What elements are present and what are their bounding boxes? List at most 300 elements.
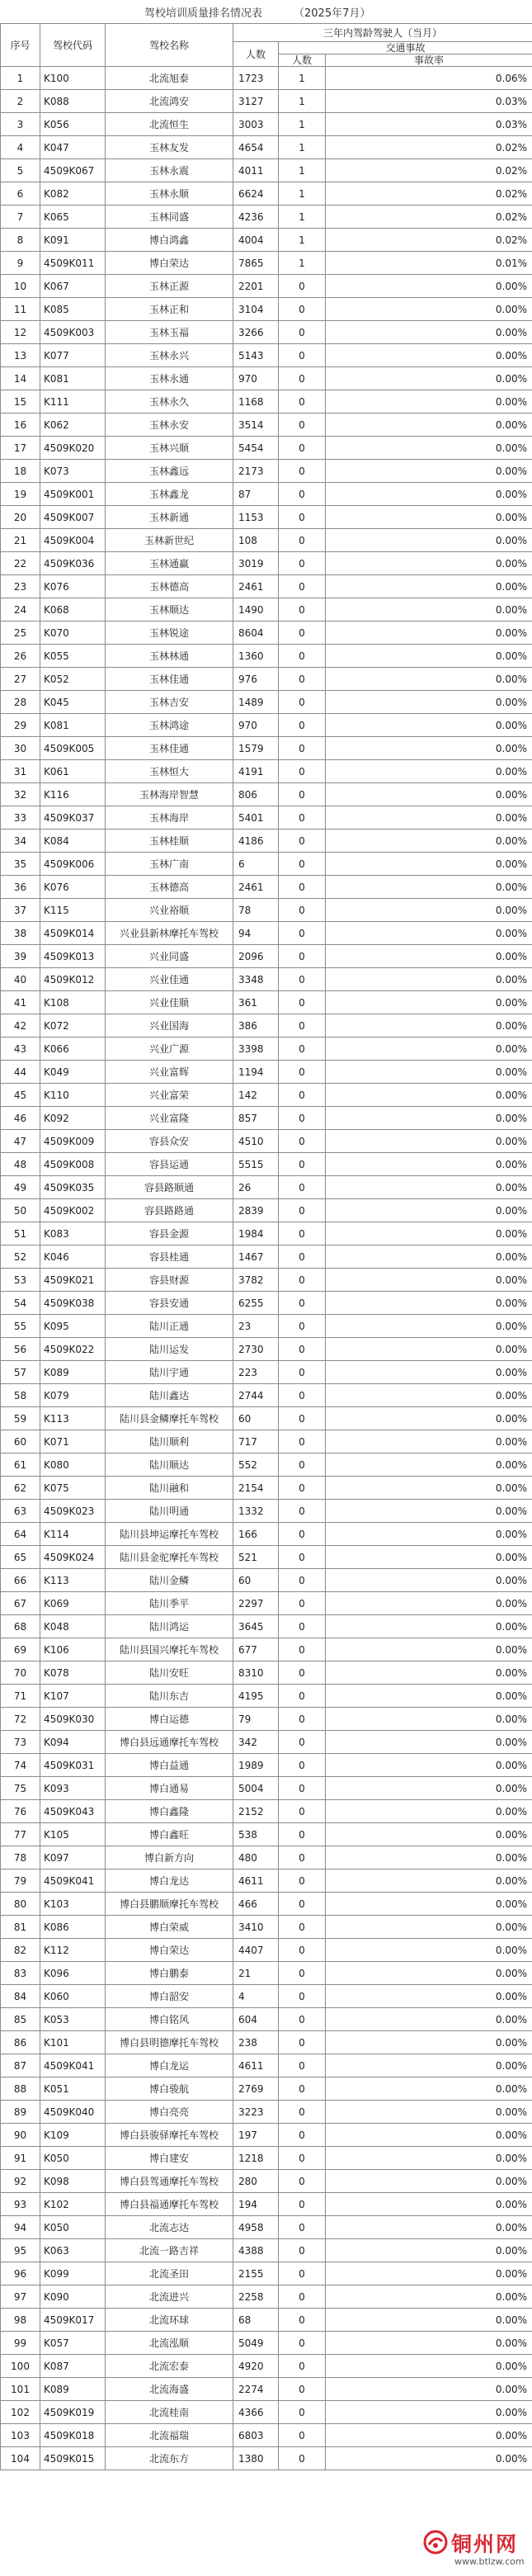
row-accident-count: 1 <box>279 229 326 252</box>
row-name: 容县路顺通 <box>106 1176 233 1199</box>
row-index: 8 <box>1 229 40 252</box>
row-driver-count: 4 <box>233 1985 279 2008</box>
row-accident-count: 0 <box>279 2309 326 2332</box>
row-driver-count: 466 <box>233 1893 279 1916</box>
row-driver-count: 1989 <box>233 1754 279 1777</box>
row-accident-rate: 0.00% <box>326 1916 532 1939</box>
row-code: K048 <box>40 1615 106 1638</box>
row-index: 83 <box>1 1962 40 1985</box>
row-driver-count: 1579 <box>233 737 279 760</box>
row-index: 78 <box>1 1846 40 1869</box>
header-accident-rate: 事故率 <box>326 54 532 67</box>
row-driver-count: 480 <box>233 1846 279 1869</box>
row-accident-count: 0 <box>279 2285 326 2309</box>
row-index: 90 <box>1 2124 40 2147</box>
row-accident-rate: 0.00% <box>326 1292 532 1315</box>
table-row <box>1 2285 532 2309</box>
row-index: 68 <box>1 1615 40 1638</box>
row-accident-rate: 0.00% <box>326 1777 532 1800</box>
row-driver-count: 5004 <box>233 1777 279 1800</box>
row-code: K103 <box>40 1893 106 1916</box>
row-driver-count: 976 <box>233 668 279 691</box>
table-title: 驾校培训质量排名情况表 <box>144 7 263 20</box>
row-code: K112 <box>40 1939 106 1962</box>
row-accident-rate: 0.00% <box>326 1985 532 2008</box>
row-code: K089 <box>40 2378 106 2401</box>
row-accident-rate: 0.00% <box>326 1500 532 1523</box>
row-accident-rate: 0.00% <box>326 1962 532 1985</box>
row-accident-count: 0 <box>279 922 326 945</box>
table-row <box>1 1107 532 1130</box>
row-index: 2 <box>1 90 40 113</box>
row-accident-rate: 0.00% <box>326 529 532 552</box>
row-name: 兴业同盛 <box>106 945 233 968</box>
watermark-url: www.btlzw.com <box>454 2556 525 2567</box>
row-accident-rate: 0.00% <box>326 1153 532 1176</box>
row-index: 37 <box>1 899 40 922</box>
site-logo-icon <box>423 2530 448 2555</box>
row-code: 4509K035 <box>40 1176 106 1199</box>
row-code: 4509K040 <box>40 2101 106 2124</box>
row-accident-rate: 0.00% <box>326 460 532 483</box>
row-accident-rate: 0.00% <box>326 2401 532 2424</box>
row-name: 玉林玉福 <box>106 321 233 344</box>
row-accident-rate: 0.00% <box>326 2355 532 2378</box>
row-accident-count: 0 <box>279 853 326 876</box>
row-driver-count: 3019 <box>233 552 279 575</box>
row-driver-count: 1360 <box>233 645 279 668</box>
row-code: K093 <box>40 1777 106 1800</box>
row-driver-count: 6624 <box>233 182 279 206</box>
row-index: 92 <box>1 2170 40 2193</box>
table-row <box>1 1037 532 1061</box>
row-code: K098 <box>40 2170 106 2193</box>
table-row <box>1 714 532 737</box>
row-driver-count: 552 <box>233 1453 279 1477</box>
row-code: K050 <box>40 2216 106 2239</box>
row-driver-count: 604 <box>233 2008 279 2031</box>
row-code: 4509K031 <box>40 1754 106 1777</box>
row-driver-count: 2769 <box>233 2077 279 2101</box>
row-index: 84 <box>1 1985 40 2008</box>
row-name: 兴业广源 <box>106 1037 233 1061</box>
row-code: K115 <box>40 899 106 922</box>
row-driver-count: 3398 <box>233 1037 279 1061</box>
row-name: 北流海盛 <box>106 2378 233 2401</box>
row-name: 陆川顺利 <box>106 1430 233 1453</box>
row-accident-count: 0 <box>279 968 326 991</box>
table-row <box>1 575 532 598</box>
row-index: 46 <box>1 1107 40 1130</box>
row-driver-count: 3514 <box>233 414 279 437</box>
row-name: 陆川明通 <box>106 1500 233 1523</box>
row-accident-count: 0 <box>279 2378 326 2401</box>
row-code: K075 <box>40 1477 106 1500</box>
row-accident-count: 0 <box>279 1130 326 1153</box>
row-accident-count: 0 <box>279 1823 326 1846</box>
row-index: 12 <box>1 321 40 344</box>
row-accident-count: 0 <box>279 1523 326 1546</box>
table-row <box>1 2101 532 2124</box>
row-accident-count: 0 <box>279 1500 326 1523</box>
table-row <box>1 1453 532 1477</box>
table-row <box>1 321 532 344</box>
row-index: 26 <box>1 645 40 668</box>
row-driver-count: 521 <box>233 1546 279 1569</box>
row-accident-count: 1 <box>279 90 326 113</box>
row-code: K066 <box>40 1037 106 1061</box>
header-group: 三年内驾龄驾驶人（当月） <box>233 24 532 42</box>
table-row <box>1 968 532 991</box>
table-row <box>1 1430 532 1453</box>
row-index: 6 <box>1 182 40 206</box>
row-code: K091 <box>40 229 106 252</box>
row-name: 博白荣威 <box>106 1916 233 1939</box>
row-driver-count: 3410 <box>233 1916 279 1939</box>
row-code: K051 <box>40 2077 106 2101</box>
table-row <box>1 1638 532 1661</box>
table-row <box>1 90 532 113</box>
table-row <box>1 1846 532 1869</box>
row-name: 博白鸿鑫 <box>106 229 233 252</box>
row-driver-count: 21 <box>233 1962 279 1985</box>
row-code: K107 <box>40 1685 106 1708</box>
row-code: K071 <box>40 1430 106 1453</box>
row-accident-count: 0 <box>279 1592 326 1615</box>
row-name: 玉林锐途 <box>106 622 233 645</box>
row-code: K082 <box>40 182 106 206</box>
row-driver-count: 6803 <box>233 2424 279 2447</box>
row-name: 陆川季平 <box>106 1592 233 1615</box>
row-accident-rate: 0.00% <box>326 1731 532 1754</box>
row-accident-rate: 0.00% <box>326 2309 532 2332</box>
row-index: 67 <box>1 1592 40 1615</box>
row-accident-count: 0 <box>279 645 326 668</box>
row-accident-count: 0 <box>279 1269 326 1292</box>
row-name: 北流福瑞 <box>106 2424 233 2447</box>
row-accident-rate: 0.00% <box>326 1061 532 1084</box>
row-index: 62 <box>1 1477 40 1500</box>
row-name: 容县财源 <box>106 1269 233 1292</box>
row-index: 36 <box>1 876 40 899</box>
row-driver-count: 1489 <box>233 691 279 714</box>
table-row <box>1 922 532 945</box>
row-code: K116 <box>40 783 106 806</box>
row-driver-count: 3266 <box>233 321 279 344</box>
row-accident-count: 0 <box>279 2193 326 2216</box>
row-code: 4509K019 <box>40 2401 106 2424</box>
row-name: 博白县远通摩托车驾校 <box>106 1731 233 1754</box>
row-name: 北流旭泰 <box>106 67 233 90</box>
table-row <box>1 1869 532 1893</box>
row-code: K076 <box>40 575 106 598</box>
row-accident-count: 0 <box>279 1061 326 1084</box>
row-code: K088 <box>40 90 106 113</box>
row-code: K065 <box>40 206 106 229</box>
table-period: （2025年7月） <box>294 7 371 20</box>
row-accident-rate: 0.00% <box>326 2008 532 2031</box>
row-name: 玉林鑫龙 <box>106 483 233 506</box>
row-code: 4509K067 <box>40 159 106 182</box>
row-name: 博白县驾通摩托车驾校 <box>106 2170 233 2193</box>
row-code: K085 <box>40 298 106 321</box>
row-driver-count: 4004 <box>233 229 279 252</box>
row-accident-count: 0 <box>279 1199 326 1222</box>
row-name: 陆川县金鳞摩托车驾校 <box>106 1407 233 1430</box>
table-row <box>1 67 532 90</box>
row-code: 4509K015 <box>40 2447 106 2470</box>
row-driver-count: 5454 <box>233 437 279 460</box>
row-accident-count: 0 <box>279 2216 326 2239</box>
row-code: K055 <box>40 645 106 668</box>
row-accident-count: 0 <box>279 1037 326 1061</box>
row-accident-rate: 0.00% <box>326 2239 532 2262</box>
table-row <box>1 1823 532 1846</box>
table-row <box>1 2447 532 2470</box>
row-code: K087 <box>40 2355 106 2378</box>
row-accident-rate: 0.02% <box>326 159 532 182</box>
row-driver-count: 3104 <box>233 298 279 321</box>
row-driver-count: 1153 <box>233 506 279 529</box>
row-code: K052 <box>40 668 106 691</box>
row-accident-count: 0 <box>279 275 326 298</box>
row-name: 博白建安 <box>106 2147 233 2170</box>
row-index: 50 <box>1 1199 40 1222</box>
row-code: K100 <box>40 67 106 90</box>
row-index: 51 <box>1 1222 40 1245</box>
row-accident-count: 0 <box>279 298 326 321</box>
row-accident-rate: 0.00% <box>326 2054 532 2077</box>
table-row <box>1 1199 532 1222</box>
row-name: 玉林永震 <box>106 159 233 182</box>
row-index: 25 <box>1 622 40 645</box>
table-row <box>1 2147 532 2170</box>
row-code: 4509K004 <box>40 529 106 552</box>
row-accident-count: 0 <box>279 1962 326 1985</box>
table-row <box>1 113 532 136</box>
row-accident-rate: 0.00% <box>326 2101 532 2124</box>
row-name: 玉林鸿途 <box>106 714 233 737</box>
row-code: K079 <box>40 1384 106 1407</box>
row-accident-count: 0 <box>279 737 326 760</box>
row-driver-count: 6255 <box>233 1292 279 1315</box>
row-code: 4509K003 <box>40 321 106 344</box>
row-name: 博白亮亮 <box>106 2101 233 2124</box>
table-row <box>1 2378 532 2401</box>
row-index: 15 <box>1 390 40 414</box>
row-driver-count: 970 <box>233 714 279 737</box>
row-accident-count: 0 <box>279 437 326 460</box>
row-index: 44 <box>1 1061 40 1084</box>
row-index: 24 <box>1 598 40 622</box>
row-driver-count: 280 <box>233 2170 279 2193</box>
row-driver-count: 2173 <box>233 460 279 483</box>
table-row <box>1 2170 532 2193</box>
row-code: K062 <box>40 414 106 437</box>
row-name: 玉林新通 <box>106 506 233 529</box>
row-driver-count: 223 <box>233 1361 279 1384</box>
row-accident-count: 0 <box>279 622 326 645</box>
row-name: 博白龙运 <box>106 2054 233 2077</box>
row-code: 4509K041 <box>40 1869 106 1893</box>
row-name: 北流志达 <box>106 2216 233 2239</box>
row-name: 北流泓顺 <box>106 2332 233 2355</box>
row-accident-count: 1 <box>279 67 326 90</box>
row-accident-count: 1 <box>279 113 326 136</box>
row-accident-count: 0 <box>279 1107 326 1130</box>
row-accident-rate: 0.02% <box>326 229 532 252</box>
row-driver-count: 5401 <box>233 806 279 830</box>
row-accident-rate: 0.00% <box>326 1569 532 1592</box>
row-accident-rate: 0.00% <box>326 968 532 991</box>
row-accident-count: 0 <box>279 1176 326 1199</box>
table-row <box>1 2193 532 2216</box>
row-driver-count: 4186 <box>233 830 279 853</box>
table-row <box>1 1962 532 1985</box>
row-accident-rate: 0.00% <box>326 1130 532 1153</box>
row-name: 玉林新世纪 <box>106 529 233 552</box>
row-accident-count: 0 <box>279 390 326 414</box>
row-accident-rate: 0.00% <box>326 2378 532 2401</box>
row-driver-count: 2744 <box>233 1384 279 1407</box>
row-driver-count: 3782 <box>233 1269 279 1292</box>
row-accident-count: 0 <box>279 2031 326 2054</box>
row-index: 98 <box>1 2309 40 2332</box>
table-row <box>1 1939 532 1962</box>
table-row <box>1 2401 532 2424</box>
row-code: 4509K013 <box>40 945 106 968</box>
row-code: K111 <box>40 390 106 414</box>
row-accident-count: 0 <box>279 1361 326 1384</box>
table-row <box>1 1546 532 1569</box>
row-index: 76 <box>1 1800 40 1823</box>
row-accident-rate: 0.00% <box>326 298 532 321</box>
row-accident-rate: 0.02% <box>326 136 532 159</box>
row-accident-count: 0 <box>279 1685 326 1708</box>
row-accident-count: 0 <box>279 575 326 598</box>
row-code: K061 <box>40 760 106 783</box>
ranking-table <box>0 23 532 2470</box>
row-accident-count: 0 <box>279 668 326 691</box>
table-row <box>1 1153 532 1176</box>
row-accident-rate: 0.00% <box>326 344 532 367</box>
row-accident-rate: 0.00% <box>326 1269 532 1292</box>
row-code: K106 <box>40 1638 106 1661</box>
row-name: 博白铭风 <box>106 2008 233 2031</box>
row-accident-rate: 0.00% <box>326 2424 532 2447</box>
row-name: 玉林鑫远 <box>106 460 233 483</box>
row-accident-rate: 0.00% <box>326 783 532 806</box>
table-row <box>1 529 532 552</box>
table-row <box>1 229 532 252</box>
row-name: 博白县骏驿摩托车驾校 <box>106 2124 233 2147</box>
table-row <box>1 1708 532 1731</box>
row-code: K108 <box>40 991 106 1014</box>
row-index: 69 <box>1 1638 40 1661</box>
row-index: 22 <box>1 552 40 575</box>
row-name: 容县路路通 <box>106 1199 233 1222</box>
row-driver-count: 342 <box>233 1731 279 1754</box>
row-index: 52 <box>1 1245 40 1269</box>
row-accident-rate: 0.00% <box>326 2447 532 2470</box>
row-accident-rate: 0.00% <box>326 1037 532 1061</box>
row-driver-count: 2155 <box>233 2262 279 2285</box>
row-accident-count: 0 <box>279 1638 326 1661</box>
row-name: 玉林佳通 <box>106 737 233 760</box>
row-accident-count: 0 <box>279 1846 326 1869</box>
row-accident-count: 1 <box>279 182 326 206</box>
row-driver-count: 4654 <box>233 136 279 159</box>
row-driver-count: 60 <box>233 1569 279 1592</box>
row-accident-rate: 0.00% <box>326 483 532 506</box>
row-accident-count: 0 <box>279 483 326 506</box>
row-code: K060 <box>40 1985 106 2008</box>
row-index: 58 <box>1 1384 40 1407</box>
row-name: 玉林海岸智慧 <box>106 783 233 806</box>
row-name: 容县金源 <box>106 1222 233 1245</box>
row-index: 61 <box>1 1453 40 1477</box>
row-accident-count: 0 <box>279 529 326 552</box>
table-row <box>1 136 532 159</box>
table-row <box>1 1800 532 1823</box>
row-driver-count: 717 <box>233 1430 279 1453</box>
row-code: K092 <box>40 1107 106 1130</box>
row-accident-count: 0 <box>279 2054 326 2077</box>
row-index: 91 <box>1 2147 40 2170</box>
row-accident-rate: 0.00% <box>326 1338 532 1361</box>
row-name: 博白益通 <box>106 1754 233 1777</box>
row-driver-count: 1467 <box>233 1245 279 1269</box>
row-index: 73 <box>1 1731 40 1754</box>
row-name: 兴业佳通 <box>106 968 233 991</box>
row-name: 容县安通 <box>106 1292 233 1315</box>
row-name: 陆川正通 <box>106 1315 233 1338</box>
row-accident-count: 0 <box>279 367 326 390</box>
row-name: 北流环球 <box>106 2309 233 2332</box>
row-index: 30 <box>1 737 40 760</box>
row-name: 博白骏航 <box>106 2077 233 2101</box>
row-index: 75 <box>1 1777 40 1800</box>
row-index: 80 <box>1 1893 40 1916</box>
header-index: 序号 <box>1 24 40 67</box>
table-row <box>1 1292 532 1315</box>
row-index: 21 <box>1 529 40 552</box>
table-row <box>1 460 532 483</box>
row-code: 4509K036 <box>40 552 106 575</box>
row-accident-rate: 0.00% <box>326 1523 532 1546</box>
row-driver-count: 5515 <box>233 1153 279 1176</box>
row-accident-rate: 0.06% <box>326 67 532 90</box>
row-index: 10 <box>1 275 40 298</box>
row-name: 陆川县坤运摩托车驾校 <box>106 1523 233 1546</box>
row-accident-count: 0 <box>279 2401 326 2424</box>
row-driver-count: 2274 <box>233 2378 279 2401</box>
row-code: 4509K006 <box>40 853 106 876</box>
row-driver-count: 4920 <box>233 2355 279 2378</box>
row-accident-count: 0 <box>279 2424 326 2447</box>
row-index: 71 <box>1 1685 40 1708</box>
row-name: 陆川宇通 <box>106 1361 233 1384</box>
row-accident-rate: 0.02% <box>326 182 532 206</box>
row-accident-count: 0 <box>279 783 326 806</box>
row-driver-count: 806 <box>233 783 279 806</box>
row-accident-rate: 0.00% <box>326 1361 532 1384</box>
row-accident-rate: 0.00% <box>326 1754 532 1777</box>
row-code: K069 <box>40 1592 106 1615</box>
row-index: 88 <box>1 2077 40 2101</box>
row-index: 63 <box>1 1500 40 1523</box>
table-row <box>1 206 532 229</box>
